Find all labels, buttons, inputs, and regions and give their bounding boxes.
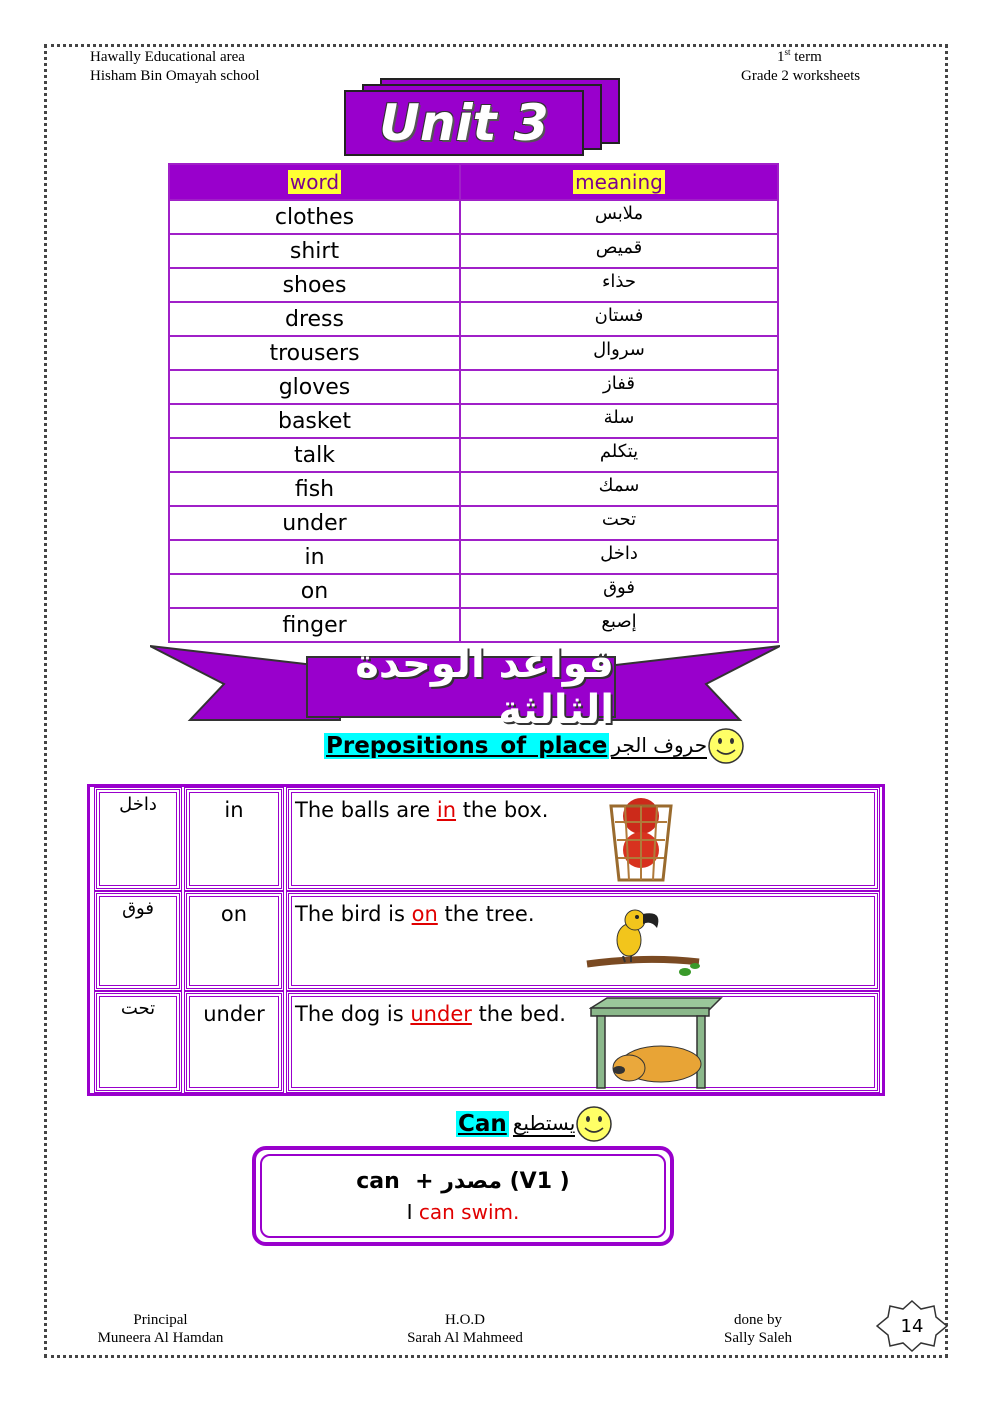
vocab-meaning: حذاء	[460, 268, 778, 302]
prepositions-table	[87, 784, 885, 1096]
prep-example-cell	[286, 991, 880, 1093]
prep-en-cell: under	[184, 991, 284, 1093]
grammar-title: قواعد الوحدة الثالثة	[306, 656, 616, 718]
smiley-icon	[575, 1105, 613, 1143]
author-name: Sally Saleh	[724, 1330, 792, 1346]
prep-ar-cell: تحت	[94, 991, 182, 1093]
prep-ar-cell: داخل	[94, 787, 182, 891]
vocab-meaning: قميص	[460, 234, 778, 268]
header-area: Hawally Educational area	[90, 49, 245, 65]
vocab-row	[169, 506, 778, 540]
example-keyword: in	[436, 798, 457, 822]
can-title-ar: يستطيع	[512, 1111, 576, 1135]
vocab-meaning: إصبع	[460, 608, 778, 642]
ribbon-right-tail	[590, 646, 780, 720]
vocab-meaning: يتكلم	[460, 438, 778, 472]
example-text: The dog is	[295, 1002, 411, 1026]
principal-label: Principal	[133, 1312, 188, 1328]
vocab-word: under	[169, 506, 460, 540]
vocab-row	[169, 302, 778, 336]
vocab-meaning: سروال	[460, 336, 778, 370]
vocab-word: shirt	[169, 234, 460, 268]
vocab-row	[169, 574, 778, 608]
vocab-word: basket	[169, 404, 460, 438]
hod-label: H.O.D	[445, 1312, 485, 1328]
unit-banner	[340, 78, 640, 168]
vocab-table	[168, 163, 779, 643]
vocab-meaning: داخل	[460, 540, 778, 574]
header-term	[741, 48, 860, 67]
done-by-label: done by	[734, 1312, 782, 1328]
page-number: 14	[900, 1315, 924, 1337]
bird-on-branch-icon	[585, 900, 705, 984]
can-formula-box	[252, 1146, 674, 1246]
term-suffix: st	[784, 47, 791, 57]
can-formula	[356, 1169, 569, 1194]
grammar-ribbon	[150, 640, 780, 733]
page-number-badge	[876, 1300, 948, 1352]
vocab-meaning: قفاز	[460, 370, 778, 404]
footer-hod	[395, 1311, 535, 1347]
example-keyword: under	[410, 1002, 472, 1026]
vocab-row	[169, 336, 778, 370]
term-number: 1	[777, 49, 785, 65]
vocab-word: dress	[169, 302, 460, 336]
formula-v1: (V1 )	[509, 1168, 570, 1194]
vocab-word: finger	[169, 608, 460, 642]
can-heading	[456, 1104, 613, 1144]
dog-under-bed-icon	[589, 996, 723, 1092]
formula-can: can	[356, 1168, 400, 1194]
prepositions-heading	[324, 728, 745, 764]
hod-name: Sarah Al Mahmeed	[407, 1330, 523, 1346]
vocab-word: talk	[169, 438, 460, 472]
vocab-row	[169, 608, 778, 642]
prep-example-cell	[286, 787, 880, 891]
vocab-row	[169, 268, 778, 302]
example-text-end: the tree.	[437, 902, 535, 926]
example-keyword: on	[411, 902, 438, 926]
vocab-row	[169, 472, 778, 506]
vocab-meaning: سمك	[460, 472, 778, 506]
example-text: The bird is	[295, 902, 412, 926]
prepositions-title: Prepositions of place	[326, 733, 608, 759]
vocab-word: clothes	[169, 200, 460, 234]
vocab-row	[169, 370, 778, 404]
can-example	[407, 1200, 520, 1224]
prepositions-title-ar: حروف الجر	[611, 733, 708, 757]
vocab-meaning: فوق	[460, 574, 778, 608]
vocab-row	[169, 234, 778, 268]
footer-author	[700, 1311, 816, 1347]
vocab-row	[169, 540, 778, 574]
vocab-word: fish	[169, 472, 460, 506]
prep-en-cell: on	[184, 891, 284, 991]
prep-ar-cell: فوق	[94, 891, 182, 991]
example-subject: I	[406, 1199, 419, 1224]
vocab-row	[169, 404, 778, 438]
vocab-word: gloves	[169, 370, 460, 404]
vocab-row	[169, 438, 778, 472]
prep-row-under	[90, 991, 882, 1093]
vocab-row	[169, 200, 778, 234]
vocab-header-row	[169, 164, 778, 200]
formula-plus: +	[415, 1168, 434, 1194]
example-text-end: the box.	[456, 798, 549, 822]
vocab-meaning: ملابس	[460, 200, 778, 234]
header-left	[90, 48, 260, 86]
vocab-meaning: تحت	[460, 506, 778, 540]
prep-en-cell: in	[184, 787, 284, 891]
can-formula-inner	[260, 1154, 666, 1238]
vocab-meaning: فستان	[460, 302, 778, 336]
vocab-word: shoes	[169, 268, 460, 302]
prep-example-cell	[286, 891, 880, 991]
example-text: The balls are	[295, 798, 437, 822]
formula-infinitive-ar: مصدر	[441, 1168, 502, 1194]
smiley-icon	[707, 727, 745, 765]
header-right	[741, 48, 860, 86]
example-can-swim: can swim.	[418, 1199, 520, 1224]
vocab-word: in	[169, 540, 460, 574]
footer-principal	[88, 1311, 233, 1347]
can-title: Can	[458, 1111, 507, 1137]
vocab-word: on	[169, 574, 460, 608]
vocab-word: trousers	[169, 336, 460, 370]
term-word: term	[794, 49, 822, 65]
example-text-end: the bed.	[471, 1002, 566, 1026]
unit-title: Unit 3	[379, 94, 549, 152]
vocab-header-meaning: meaning	[460, 164, 778, 200]
vocab-meaning: سلة	[460, 404, 778, 438]
vocab-header-word: word	[169, 164, 460, 200]
header-grade: Grade 2 worksheets	[741, 68, 861, 84]
basket-balls-icon	[601, 792, 681, 882]
principal-name: Muneera Al Hamdan	[97, 1330, 224, 1346]
prep-row-in	[90, 787, 882, 891]
header-school: Hisham Bin Omayah school	[90, 68, 260, 84]
prep-row-on	[90, 891, 882, 991]
